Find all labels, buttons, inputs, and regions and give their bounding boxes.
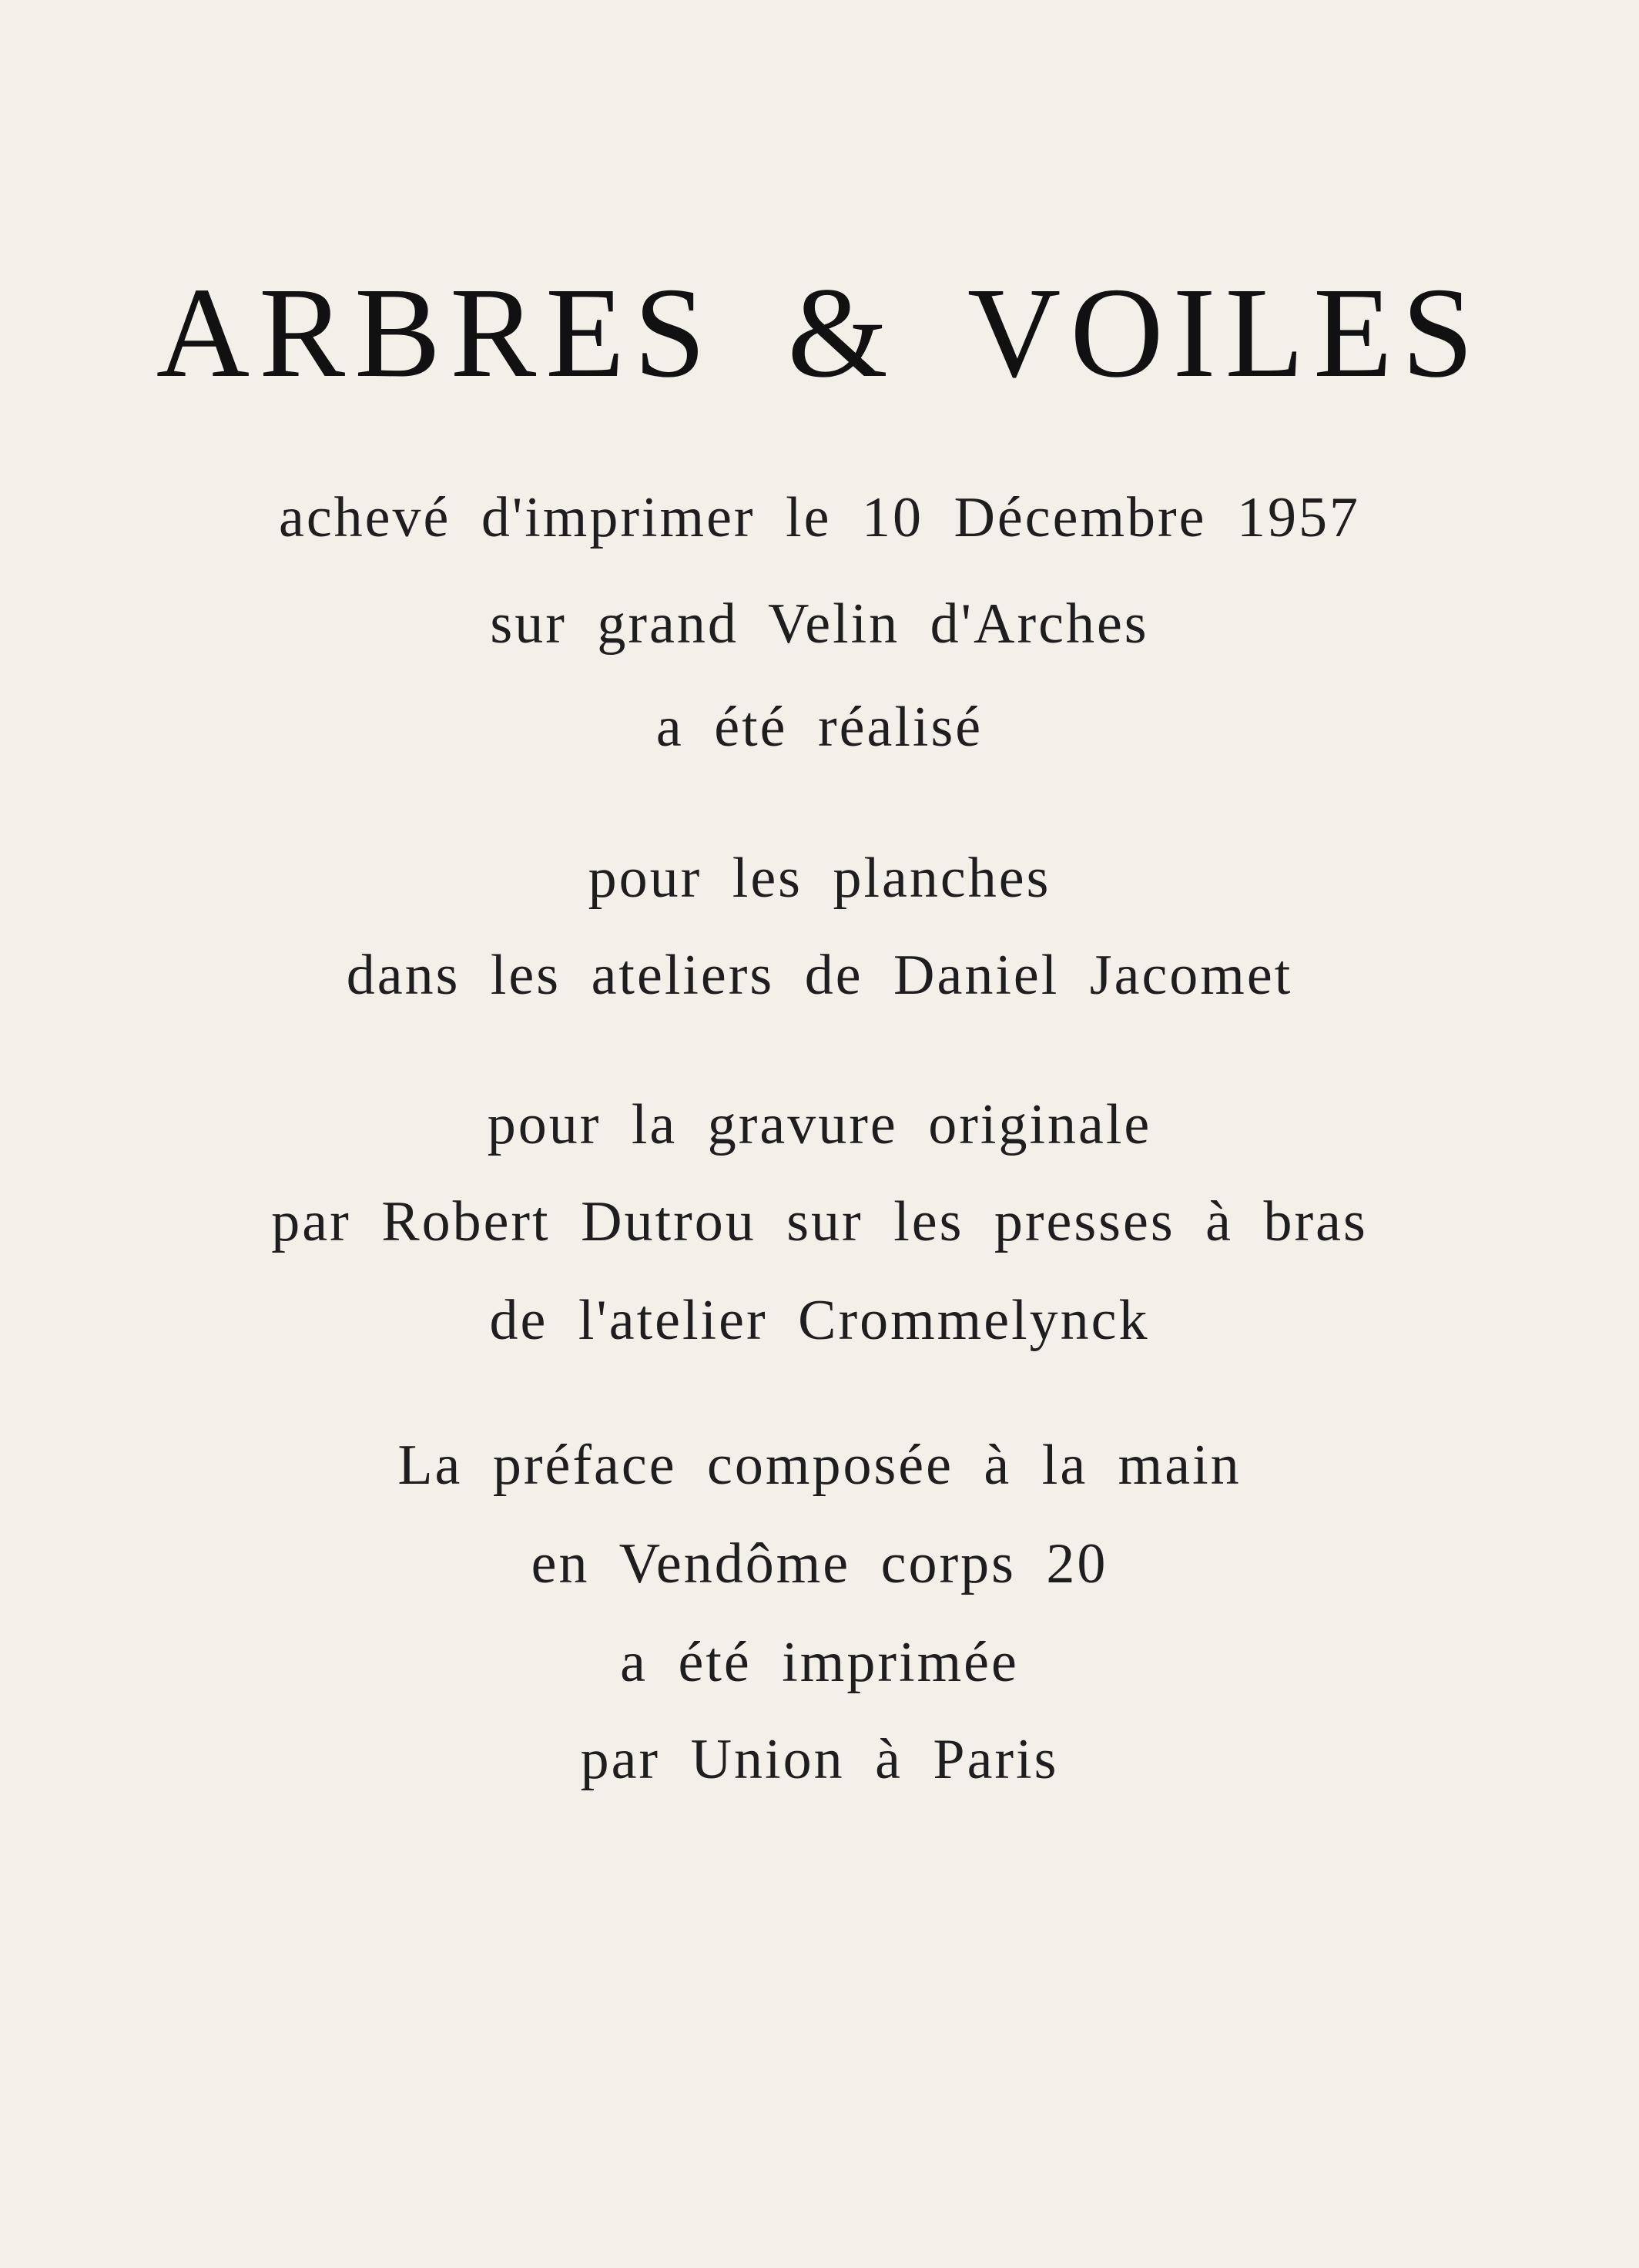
colophon-line-dutrou: par Robert Dutrou sur les presses à bras — [271, 1190, 1368, 1253]
colophon-line-typeface: en Vendôme corps 20 — [531, 1532, 1108, 1595]
colophon-line-printed: a été imprimée — [620, 1631, 1019, 1694]
colophon-line-plates: pour les planches — [588, 847, 1051, 910]
colophon-line-jacomet: dans les ateliers de Daniel Jacomet — [346, 944, 1293, 1007]
colophon-line-engraving: pour la gravure originale — [487, 1093, 1152, 1156]
colophon-line-realized: a été réalisé — [655, 696, 984, 759]
colophon-line-paper: sur grand Velin d'Arches — [490, 592, 1149, 656]
book-title: ARBRES & VOILES — [156, 261, 1483, 404]
colophon-line-union: par Union à Paris — [580, 1728, 1059, 1791]
colophon-line-crommelynck: de l'atelier Crommelynck — [489, 1289, 1150, 1352]
colophon-line-preface: La préface composée à la main — [397, 1434, 1242, 1497]
colophon-line-print-date: achevé d'imprimer le 10 Décembre 1957 — [278, 486, 1360, 549]
